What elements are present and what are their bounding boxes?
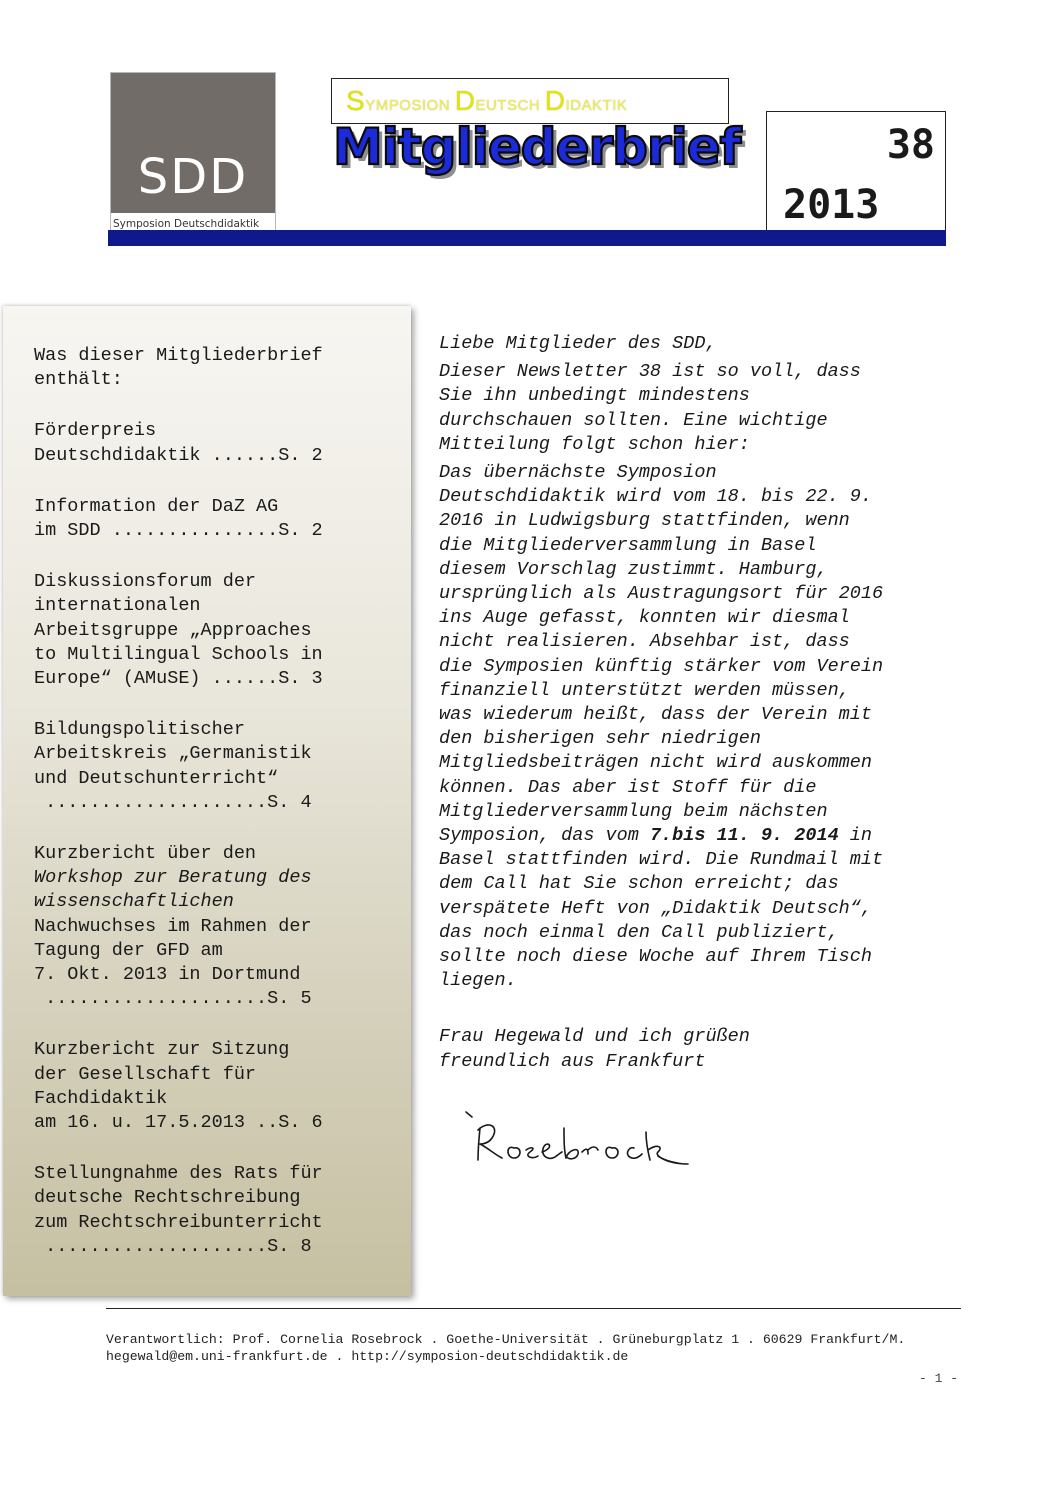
issue-year: 2013 — [783, 182, 880, 228]
header-divider-bar — [108, 230, 946, 246]
assoc-word: EUTSCH — [475, 97, 545, 114]
footer-divider — [106, 1308, 961, 1309]
assoc-word: IDAKTIK — [565, 97, 628, 114]
toc-line: 7. Okt. 2013 in Dortmund — [34, 964, 301, 986]
toc-line: ....................S. 4 — [34, 791, 312, 813]
toc-entry-daz-ag[interactable] — [34, 495, 394, 543]
letter-line: Das übernächste Symposion — [439, 462, 717, 484]
toc-line: Kurzbericht über den — [34, 843, 257, 865]
toc-entry-fachdidaktik[interactable] — [34, 1038, 394, 1135]
letter-closing — [439, 1025, 959, 1073]
toc-line: Europe“ (AMuSE) ......S. 3 — [34, 668, 323, 690]
symposium-dates: 7.bis 11. 9. 2014 — [649, 825, 839, 847]
toc-line: ....................S. 5 — [34, 988, 312, 1010]
toc-entry-arbeitskreis[interactable] — [34, 718, 394, 815]
issue-box — [766, 111, 946, 231]
toc-line: Arbeitsgruppe „Approaches — [34, 619, 312, 641]
toc-line: Arbeitskreis „Germanistik — [34, 743, 312, 765]
toc-entry-workshop[interactable] — [34, 842, 394, 1011]
logo-text: SDD — [137, 149, 249, 205]
letter-line: die Symposien künftig stärker vom Verein — [439, 655, 884, 677]
logo-subtitle: Symposion Deutschdidaktik — [113, 218, 260, 230]
toc-line: Stellungnahme des Rats für — [34, 1163, 323, 1185]
assoc-word: YMPOSION — [365, 97, 455, 114]
toc-entry-amuse[interactable] — [34, 570, 394, 691]
letter-text: Symposion, das vom — [439, 825, 650, 847]
toc-heading-line: enthält: — [34, 369, 123, 391]
letter-line: Mitgliederversammlung beim nächsten — [439, 800, 828, 822]
letter-line: diesem Vorschlag zustimmt. Hamburg, — [439, 558, 828, 580]
letter-line: das noch einmal den Call publiziert, — [439, 921, 839, 943]
toc-line: der Gesellschaft für — [34, 1063, 257, 1085]
letter-text: in — [838, 825, 872, 847]
toc-line: deutsche Rechtschreibung — [34, 1187, 301, 1209]
letter-line-dates — [439, 824, 959, 848]
toc-line: ....................S. 8 — [34, 1235, 312, 1257]
toc-line: Information der DaZ AG — [34, 495, 279, 517]
table-of-contents — [34, 344, 394, 1286]
letter-line: Basel stattfinden wird. Die Rundmail mit — [439, 849, 884, 871]
sdd-logo — [110, 72, 276, 232]
toc-entry-foerderpreis[interactable] — [34, 419, 394, 467]
letter-line: ursprünglich als Austragungsort für 2016 — [439, 583, 884, 605]
letter-line: Mitteilung folgt schon hier: — [439, 433, 750, 455]
letter-line: was wiederum heißt, dass der Verein mit — [439, 704, 872, 726]
letter-line: Sie ihn unbedingt mindestens — [439, 385, 750, 407]
footer-responsible-line: Verantwortlich: Prof. Cornelia Rosebrock . Goethe-Universität . Grüneburgplatz 1 . 60629 Frankfurt/M. — [106, 1332, 906, 1347]
footer-contact-line[interactable]: hegewald@em.uni-frankfurt.de . http://symposion-deutschdidaktik.de — [106, 1349, 629, 1364]
newsletter-title: Mitgliederbrief — [333, 118, 741, 176]
letter-line: freundlich aus Frankfurt — [439, 1050, 706, 1072]
letter-line: sollte noch diese Woche auf Ihrem Tisch — [439, 946, 872, 968]
toc-line: Deutschdidaktik ......S. 2 — [34, 444, 323, 466]
letter-line: verspätete Heft von „Didaktik Deutsch“, — [439, 897, 872, 919]
letter-line: Deutschdidaktik wird vom 18. bis 22. 9. — [439, 486, 872, 508]
letter-line: liegen. — [439, 970, 517, 992]
letter-line: dem Call hat Sie schon erreicht; das — [439, 873, 839, 895]
toc-line: Bildungspolitischer — [34, 719, 245, 741]
letter-line: ins Auge gefasst, konnten wir diesmal — [439, 607, 850, 629]
toc-line: to Multilingual Schools in — [34, 643, 323, 665]
toc-line: Kurzbericht zur Sitzung — [34, 1039, 290, 1061]
toc-heading — [34, 344, 394, 392]
toc-line: Nachwuchses im Rahmen der — [34, 915, 312, 937]
issue-number: 38 — [886, 122, 935, 168]
letter-paragraph-2 — [439, 461, 959, 993]
letter-line: den bisherigen sehr niedrigen — [439, 728, 761, 750]
member-letter — [439, 332, 959, 1074]
toc-line: Workshop zur Beratung des — [34, 867, 312, 889]
toc-line: internationalen — [34, 595, 201, 617]
letter-salutation: Liebe Mitglieder des SDD, — [439, 333, 717, 354]
letter-line: finanziell unterstützt werden müssen, — [439, 679, 850, 701]
assoc-initial: S — [346, 85, 366, 116]
table-of-contents-panel — [3, 306, 411, 1296]
letter-line: können. Das aber ist Stoff für die — [439, 776, 817, 798]
page-number: - 1 - — [918, 1371, 958, 1386]
assoc-initial: D — [544, 85, 566, 116]
letter-line: die Mitgliederversammlung in Basel — [439, 534, 817, 556]
letter-line: 2016 in Ludwigsburg stattfinden, wenn — [439, 510, 850, 532]
letter-line: Dieser Newsletter 38 ist so voll, dass — [439, 361, 861, 383]
letter-line: Frau Hegewald und ich grüßen — [439, 1026, 750, 1048]
letter-line: nicht realisieren. Absehbar ist, dass — [439, 631, 850, 653]
toc-line: Fachdidaktik — [34, 1087, 168, 1109]
toc-line: Förderpreis — [34, 420, 157, 442]
handwritten-signature — [462, 1104, 702, 1174]
logo-grey-block — [111, 73, 275, 213]
toc-line: im SDD ...............S. 2 — [34, 520, 323, 542]
toc-line: Tagung der GFD am — [34, 939, 223, 961]
association-name — [346, 85, 627, 117]
toc-entry-rechtschreibung[interactable] — [34, 1162, 394, 1259]
letter-line: durchschauen sollten. Eine wichtige — [439, 409, 828, 431]
toc-heading-line: Was dieser Mitgliederbrief — [34, 345, 323, 366]
toc-line: zum Rechtschreibunterricht — [34, 1211, 323, 1233]
toc-line: wissenschaftlichen — [34, 891, 234, 913]
footer-imprint — [106, 1331, 966, 1365]
assoc-initial: D — [454, 85, 476, 116]
toc-line: und Deutschunterricht“ — [34, 767, 279, 789]
toc-line: Diskussionsforum der — [34, 571, 257, 593]
letter-paragraph-1 — [439, 360, 959, 457]
toc-line: am 16. u. 17.5.2013 ..S. 6 — [34, 1112, 323, 1134]
letter-line: Mitgliedsbeiträgen nicht wird auskommen — [439, 752, 872, 774]
